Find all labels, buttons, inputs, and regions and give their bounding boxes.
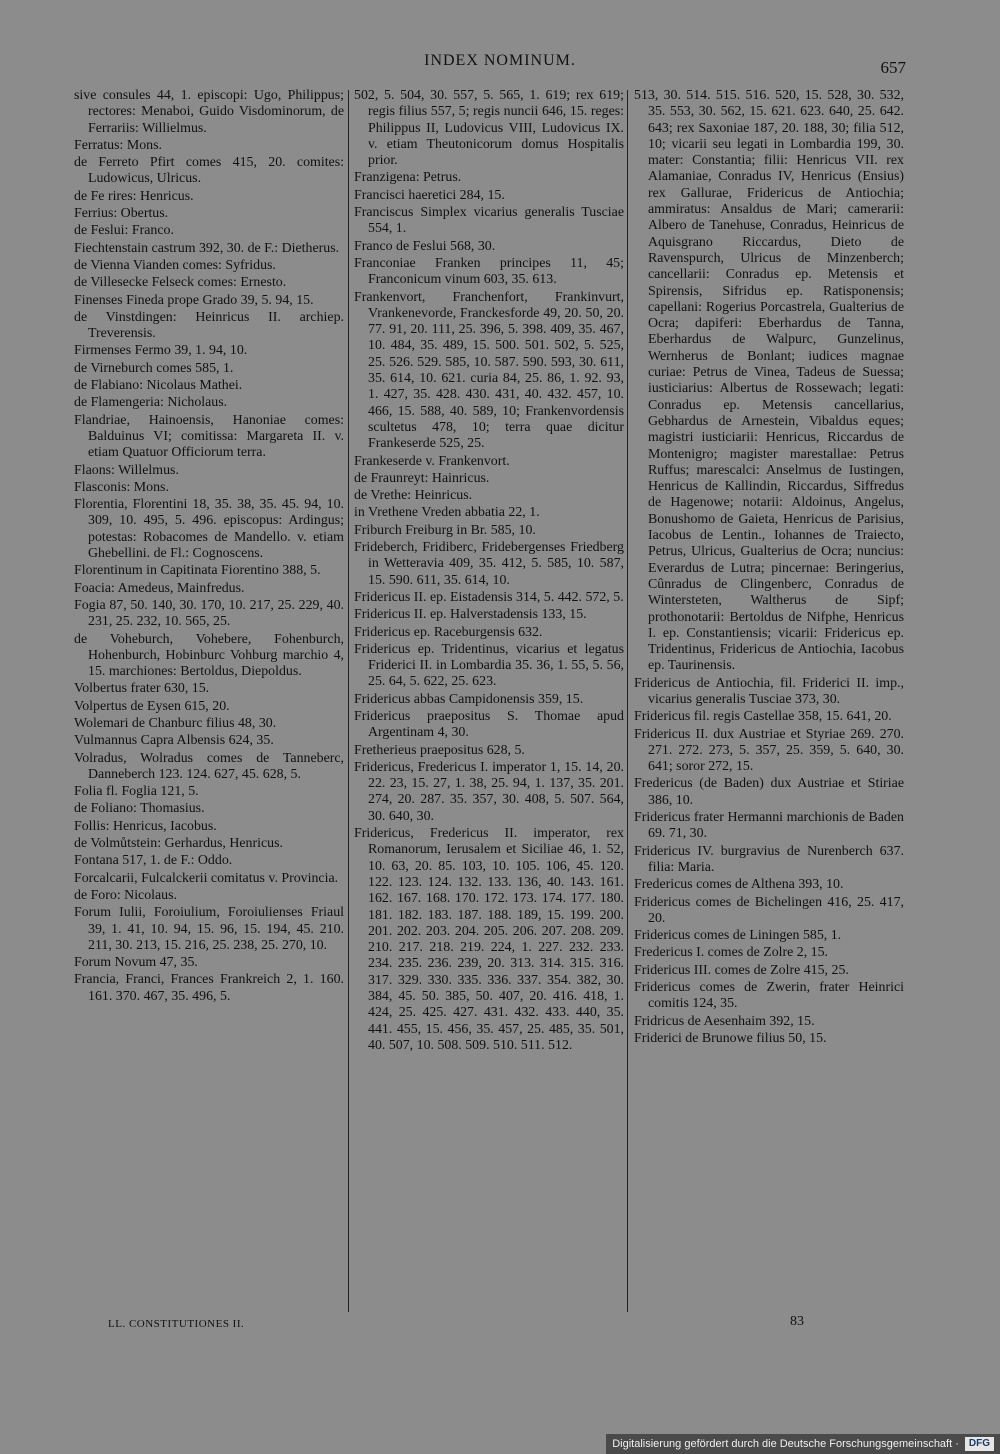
index-entry: Fridericus ep. Raceburgensis 632. (354, 624, 543, 640)
index-entry: de Vienna Vianden comes: Syfridus. (74, 257, 276, 273)
index-entry: Forum Novum 47, 35. (74, 955, 198, 971)
index-entry: Fridericus de Antiochia, fil. Friderici II. imp., vicarius generalis Tusciae 373, 30. (634, 675, 904, 707)
index-entry: Firmenses Fermo 39, 1. 94, 10. (74, 343, 248, 359)
index-entry: Fridericus III. comes de Zolre 415, 25. (634, 962, 849, 978)
index-entry: Frankeserde v. Frankenvort. (354, 453, 510, 469)
footer-signature: 83 (790, 1314, 804, 1329)
index-entry: Ferratus: Mons. (74, 137, 162, 153)
index-entry: Friburch Freiburg in Br. 585, 10. (354, 522, 536, 538)
index-entry: 513, 30. 514. 515. 516. 520, 15. 528, 30. 532, 35. 553, 30. 562, 15. 621. 623. 640, 25. 642. 643; rex Saxoniae 187, 20. 188, 30; filia 512, 10; vicarii seu legati in Lombardia 199, 30. mater: Constantia; filii: Henricus VII. rex Alamaniae, Conradus IV, Henricus (Ensius) rex Gallurae, Fridericus de Antiochia; ammiratus: Ansaldus de Mari; camerarii: Albero de Tanehuse, Conradus, Heinricus de Aquisgrano Riccardus, Dieto de Ravenspurch, Ulricus de Minzenberch; cancellarii: Conradus ep. Metensis et Spirensis, Sifridus ep. Ratisponensis; capellani: Rogerius Porcastrela, Gualterius de Ocra; dapiferi: Eberhardus de Tanna, Eberhardus de Walpurc, Gunzelinus, Wernherus de Bonlant; iudices magnae curiae: Petrus de Vinea, Tadeus de Suessa; iusticiarius: Albertus de Rossewach; legati: Conradus ep. Metensis cancellarius, Gebhardus de Arnestein, Vibaldus eques; magistri iusticiarii: Henricus, Riccardus de Montenigro; magister marestallae: Petrus Ruffus; marescalci: Anselmus de Iustingen, Henricus de Kallindin, Riccardus, Siffredus de Hagenowe; notarii: Aldoinus, Angelus, Bonushomo de Gaieta, Henricus de Parisius, Iacobus de Lentin., Iohannes de Traiecto, Petrus, Ulricus, Gualterius de Ocra; nuncius: Everardus de Lutra; pincernae: Beringerius, Cûnradus de Clingenberc, Conradus de Wintersteten, Waltherus de Sipf; prothonotarii: Bertoldus de Nifphe, Henricus I. ep. Constantiensis; vicarii: Fridericus ep. Tridentinus, Fridericus de Antiochia, Iacobus ep. Taurinensis. (634, 88, 904, 674)
index-entry: Foacia: Amedeus, Mainfredus. (74, 580, 245, 596)
index-entry: de Foliano: Thomasius. (74, 801, 205, 817)
index-entry: Fridericus fil. regis Castellae 358, 15. 641, 20. (634, 709, 892, 725)
index-entry: de Feslui: Franco. (74, 223, 174, 239)
index-entry: Forum Iulii, Foroiulium, Foroiulienses Friaul 39, 1. 41, 10. 94, 15. 96, 15. 194, 45. 210. 211, 30. 213, 15. 216, 25. 238, 25. 270, 10. (74, 905, 344, 953)
credit-text: Digitalisierung gefördert durch die Deutsche Forschungsgemeinschaft · (612, 1438, 959, 1450)
index-entry: Flasconis: Mons. (74, 479, 169, 495)
index-entry: de Ferreto Pfirt comes 415, 20. comites: Ludowicus, Ulricus. (74, 155, 344, 187)
index-entry: Folia fl. Foglia 121, 5. (74, 784, 199, 800)
index-entry: Forcalcarii, Fulcalckerii comitatus v. Provincia. (74, 870, 339, 886)
index-entry: de Volmůtstein: Gerhardus, Henricus. (74, 836, 283, 852)
index-entry: Ferrius: Obertus. (74, 206, 169, 222)
index-entry: Frideberch, Fridiberc, Fridebergenses Friedberg in Wetteravia 409, 35. 412, 5. 585, 10. 587, 15. 590. 611, 35. 614, 10. (354, 540, 624, 588)
footer-series: LL. CONSTITUTIONES II. (108, 1318, 245, 1330)
index-entry: Fridericus ep. Tridentinus, vicarius et legatus Friderici II. in Lombardia 35. 36, 1. 55, 5. 56, 25. 64, 5. 622, 25. 623. (354, 641, 624, 690)
index-entry: Fiechtenstain castrum 392, 30. de F.: Dietherus. (74, 240, 340, 256)
column-rule (627, 90, 628, 1312)
index-entry: Florentinum in Capitinata Fiorentino 388, 5. (74, 563, 321, 579)
index-column-3 (634, 88, 904, 1048)
dfg-logo-icon: DFG (965, 1437, 994, 1451)
index-entry: de Villesecke Felseck comes: Ernesto. (74, 275, 287, 291)
index-entry: Volpertus de Eysen 615, 20. (74, 698, 230, 714)
index-entry: Francisci haeretici 284, 15. (354, 187, 505, 203)
index-entry: Franco de Feslui 568, 30. (354, 238, 496, 254)
index-entry: Fridericus abbas Campidonensis 359, 15. (354, 691, 584, 707)
index-entry: Franciscus Simplex vicarius generalis Tusciae 554, 1. (354, 205, 624, 237)
index-entry: Fridericus, Fredericus I. imperator 1, 15. 14, 20. 22. 23, 15. 27, 1. 38, 25. 94, 1. 137, 35. 201. 274, 20. 287. 35. 357, 30. 408, 5. 507. 564, 30. 640, 30. (354, 759, 624, 824)
index-entry: Fridericus praepositus S. Thomae apud Argentinam 4, 30. (354, 708, 624, 741)
index-entry: Volbertus frater 630, 15. (74, 681, 210, 697)
index-entry: Follis: Henricus, Iacobus. (74, 818, 217, 834)
index-entry: de Vrethe: Heinricus. (354, 488, 473, 504)
index-column-2 (354, 88, 624, 1055)
index-entry: Volradus, Wolradus comes de Tanneberc, Danneberch 123. 124. 627, 45. 628, 5. (74, 750, 344, 782)
index-entry: Finenses Fineda prope Grado 39, 5. 94, 15. (74, 292, 314, 308)
index-entry: Fridericus frater Hermanni marchionis de Baden 69. 71, 30. (634, 810, 904, 842)
index-entry: 502, 5. 504, 30. 557, 5. 565, 1. 619; rex 619; regis filius 557, 5; regis nuncii 646, 15. reges: Philippus II, Ludovicus VIII, Ludovicus IX. v. etiam Theutonicorum domus Hospitalis prior. (354, 88, 624, 169)
index-entry: sive consules 44, 1. episcopi: Ugo, Philippus; rectores: Menaboi, Guido Visdominorum, de Ferrariis: Willielmus. (74, 88, 344, 136)
index-column-1 (74, 88, 344, 1006)
index-entry: Fontana 517, 1. de F.: Oddo. (74, 853, 233, 869)
index-entry: Friderici de Brunowe filius 50, 15. (634, 1030, 827, 1046)
index-entry: Franzigena: Petrus. (354, 170, 462, 186)
index-entry: de Virneburch comes 585, 1. (74, 360, 234, 376)
index-entry: de Voheburch, Vohebere, Fohenburch, Hohenburch, Hobinburc Vohburg marchio 4, 15. marchiones: Bertoldus, Diepoldus. (74, 631, 344, 680)
index-entry: Fridericus comes de Liningen 585, 1. (634, 928, 842, 944)
index-entry: Fridericus II. ep. Eistadensis 314, 5. 442. 572, 5. (354, 589, 624, 605)
index-entry: Flaons: Willelmus. (74, 462, 179, 478)
index-entry: Fridericus IV. burgravius de Nurenberch 637. filia: Maria. (634, 843, 904, 875)
index-entry: de Flamengeria: Nicholaus. (74, 395, 228, 411)
index-entry: Frankenvort, Franchenfort, Frankinvurt, Vrankenevorde, Franckesforde 49, 20. 50, 20. 77. 91, 20. 111, 25. 396, 5. 398. 409, 35. 467, 10. 484, 35. 489, 15. 500. 501. 502, 5. 525, 25. 526. 529. 585, 10. 587. 590. 593, 30. 611, 35. 614, 10. 621. curia 84, 25. 86, 1. 92. 93, 1. 427, 35. 428. 430. 431, 40. 432. 457, 10. 466, 15. 588, 40. 589, 10; Frankenvordensis scultetus 478, 10; terra quae dicitur Frankeserde 525, 25. (354, 289, 624, 452)
index-entry: Fridericus II. ep. Halverstadensis 133, 15. (354, 607, 587, 623)
index-entry: de Fraunreyt: Hainricus. (354, 470, 490, 486)
index-entry: Florentia, Florentini 18, 35. 38, 35. 45. 94, 10. 309, 10. 495, 5. 496. episcopus: Ardingus; potestas: Robacomes de Mandello. v. etiam Ghebellini. de Fl.: Cognoscens. (74, 497, 344, 562)
index-entry: de Foro: Nicolaus. (74, 887, 178, 903)
index-entry: Francia, Franci, Frances Frankreich 2, 1. 160. 161. 370. 467, 35. 496, 5. (74, 972, 344, 1004)
index-entry: de Vinstdingen: Heinricus II. archiep. Treverensis. (74, 309, 344, 342)
index-entry: Franconiae Franken principes 11, 45; Franconicum vinum 603, 35. 613. (354, 255, 624, 288)
index-entry: Fogia 87, 50. 140, 30. 170, 10. 217, 25. 229, 40. 231, 25. 232, 10. 565, 25. (74, 597, 344, 630)
digitization-credit-bar (606, 1434, 1000, 1454)
index-entry: in Vrethene Vreden abbatia 22, 1. (354, 505, 540, 521)
index-entry: Vulmannus Capra Albensis 624, 35. (74, 733, 274, 749)
index-entry: Fredericus I. comes de Zolre 2, 15. (634, 945, 829, 961)
index-entry: Fredericus comes de Althena 393, 10. (634, 877, 844, 893)
index-entry: Fridericus comes de Zwerin, frater Heinrici comitis 124, 35. (634, 980, 904, 1012)
index-entry: Fredericus (de Baden) dux Austriae et Stiriae 386, 10. (634, 776, 904, 808)
index-entry: Fretherieus praepositus 628, 5. (354, 742, 525, 758)
index-entry: Fridricus de Aesenhaim 392, 15. (634, 1013, 815, 1029)
index-entry: de Fe rires: Henricus. (74, 188, 194, 204)
index-entry: Fridericus comes de Bichelingen 416, 25. 417, 20. (634, 894, 904, 926)
index-entry: Flandriae, Hainoensis, Hanoniae comes: Balduinus VI; comitissa: Margareta II. v. etiam Quatuor Officiorum terra. (74, 412, 344, 461)
index-entry: de Flabiano: Nicolaus Mathei. (74, 378, 243, 394)
index-entry: Fridericus II. dux Austriae et Styriae 269. 270. 271. 272. 273, 5. 357, 25. 359, 5. 640, 30. 641; soror 272, 15. (634, 726, 904, 775)
column-rule (348, 90, 349, 1312)
index-entry: Fridericus, Fredericus II. imperator, rex Romanorum, Ierusalem et Siciliae 46, 1. 52, 10. 63, 20. 85. 103, 10. 105. 106, 45. 120. 122. 123. 124. 132. 133. 136, 40. 143. 161. 162. 167. 168. 170. 172. 173. 174. 177. 180. 181. 182. 183. 187. 188. 189, 15. 199. 200. 201. 202. 203. 204. 205. 206. 207. 208. 209. 210. 217. 218. 219. 224, 1. 227. 232. 233. 234. 235. 236. 239, 20. 313. 314. 315. 316. 317. 329. 330. 335. 336. 337. 354. 382, 30. 384, 45. 50. 385, 50. 407, 20. 416. 418, 1. 424, 25. 425. 427. 431. 432. 433. 440, 35. 441. 455, 15. 456, 35. 457, 25. 485, 35. 501, 40. 507, 10. 508. 509. 510. 511. 512. (354, 826, 624, 1053)
page-number: 657 (880, 58, 906, 77)
index-entry: Wolemari de Chanburc filius 48, 30. (74, 715, 277, 731)
running-title: INDEX NOMINUM. (424, 52, 576, 69)
